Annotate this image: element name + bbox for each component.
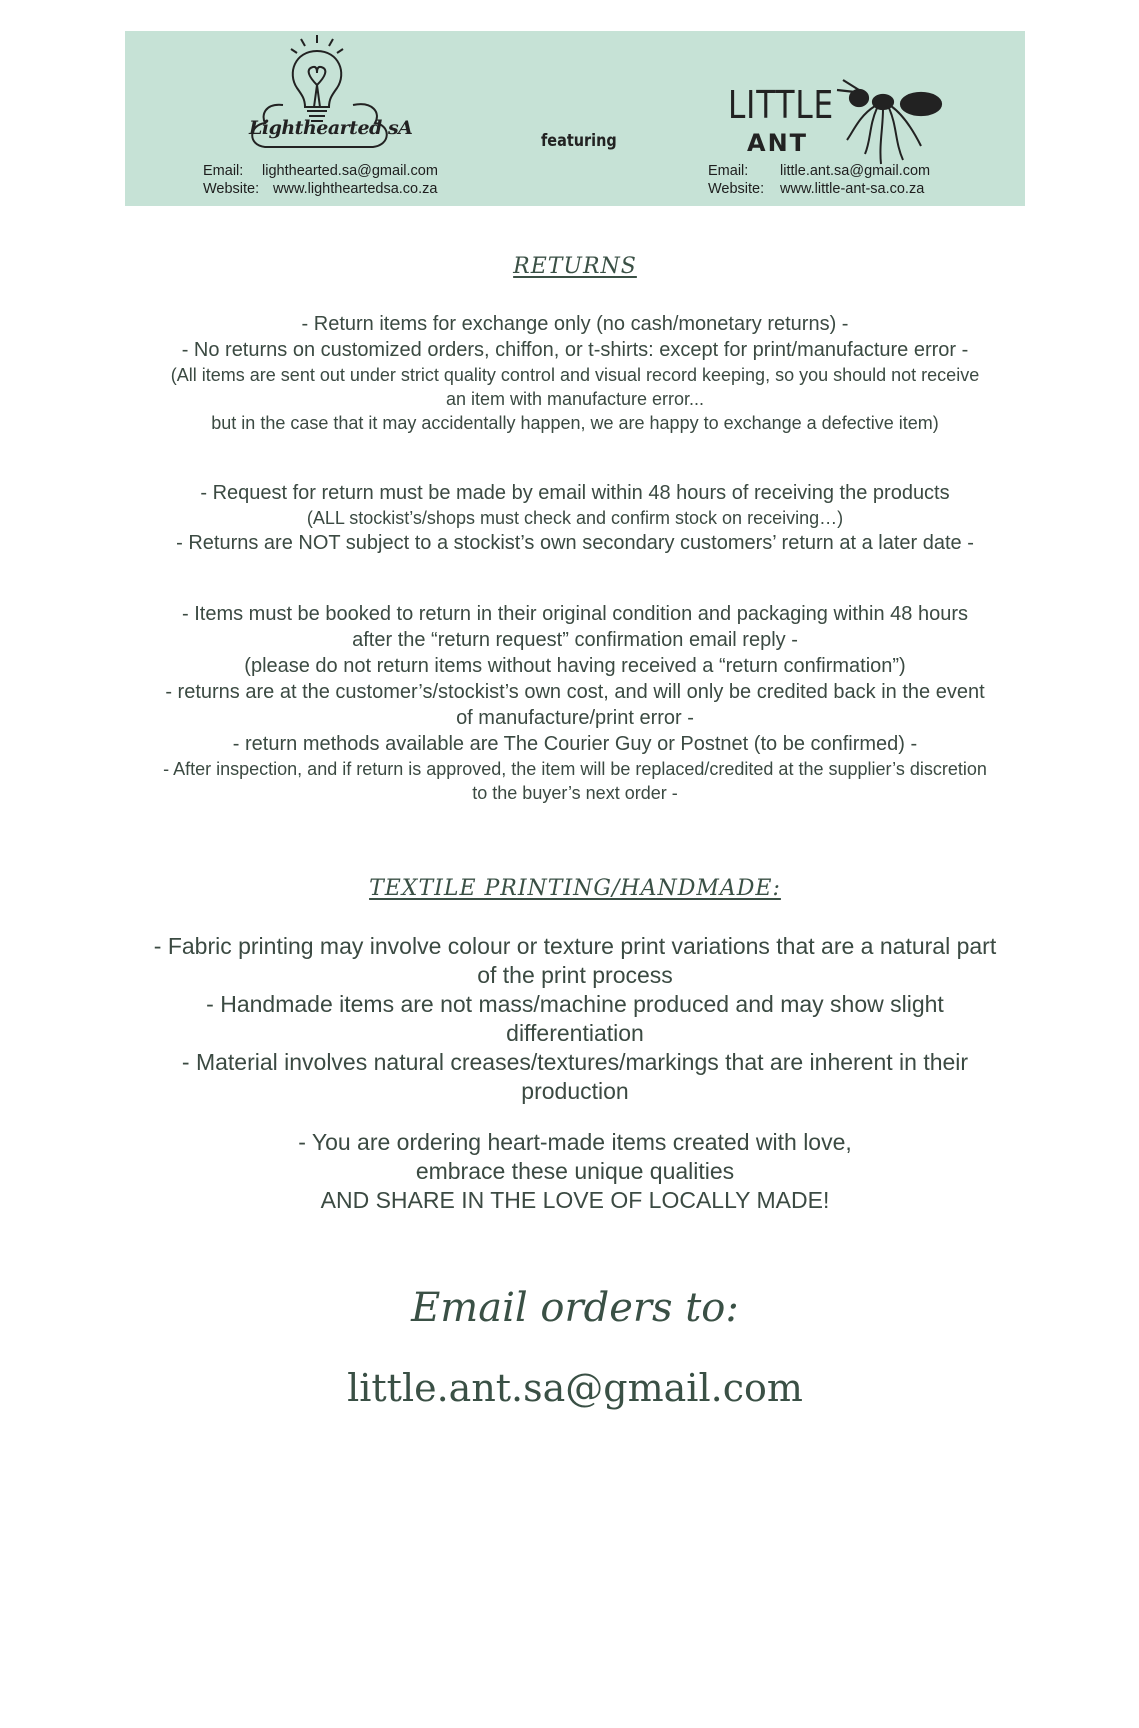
returns-line: (ALL stockist’s/shops must check and confirm stock on receiving…) (306, 508, 844, 528)
returns-line: - returns are at the customer’s/stockist’s own cost, and will only be credited back in the event (165, 681, 985, 703)
textile-line: - Handmade items are not mass/machine produced and may show slight (206, 991, 944, 1017)
little-ant-wordmark-top: LITTLE (728, 83, 835, 127)
header-banner (125, 31, 1025, 206)
lighthearted-wordmark: Lighthearted sA (249, 117, 413, 139)
lighthearted-email[interactable]: lighthearted.sa@gmail.com (262, 163, 438, 179)
website-label: Website: (203, 181, 260, 197)
returns-line: - return methods available are The Courier Guy or Postnet (to be confirmed) - (232, 733, 918, 755)
closing-line: - You are ordering heart-made items created with love, (298, 1129, 852, 1155)
returns-policy-block-2 (125, 480, 1025, 556)
email-label: Email: (708, 163, 749, 179)
little-ant-website[interactable]: www.little-ant-sa.co.za (780, 181, 925, 197)
returns-line: - Returns are NOT subject to a stockist’s own secondary customers’ return at a later date - (176, 532, 974, 554)
returns-line: - Return items for exchange only (no cash/monetary returns) - (301, 313, 849, 335)
closing-message (125, 1128, 1025, 1215)
returns-line: after the “return request” confirmation email reply - (352, 629, 798, 651)
little-ant-wordmark-bottom: ANT (747, 129, 809, 157)
returns-line: - Items must be booked to return in their original condition and packaging within 48 hours (181, 603, 968, 625)
website-label: Website: (708, 181, 765, 197)
email-orders-label: Email orders to: (411, 1285, 739, 1331)
email-label: Email: (203, 163, 244, 179)
textile-line: - Fabric printing may involve colour or texture print variations that are a natural part (153, 933, 997, 959)
textile-line: production (521, 1078, 629, 1104)
orders-email-address[interactable]: little.ant.sa@gmail.com (347, 1366, 803, 1410)
returns-line: - Request for return must be made by email within 48 hours of receiving the products (200, 482, 950, 504)
returns-policy-block-1 (125, 311, 1025, 435)
returns-line: to the buyer’s next order - (472, 783, 678, 803)
closing-line: embrace these unique qualities (415, 1158, 735, 1184)
returns-line: (please do not return items without having received a “return confirmation”) (244, 655, 906, 677)
lighthearted-contact (203, 162, 438, 198)
returns-line: of manufacture/print error - (456, 707, 694, 729)
little-ant-contact (708, 162, 930, 198)
textile-line: of the print process (477, 962, 673, 988)
little-ant-email[interactable]: little.ant.sa@gmail.com (780, 163, 931, 179)
lighthearted-website[interactable]: www.lightheartedsa.co.za (273, 181, 438, 197)
textile-policy-block (125, 932, 1025, 1106)
returns-line: - After inspection, and if return is approved, the item will be replaced/credited at the supplier’s discretion (163, 759, 987, 779)
returns-policy-block-3 (125, 601, 1025, 805)
returns-line: - No returns on customized orders, chiffon, or t-shirts: except for print/manufacture error - (181, 339, 969, 361)
textile-line: differentiation (506, 1020, 644, 1046)
textile-line: - Material involves natural creases/textures/markings that are inherent in their (181, 1049, 969, 1075)
returns-heading: RETURNS (513, 254, 637, 279)
returns-line: (All items are sent out under strict quality control and visual record keeping, so you should not receive (170, 365, 980, 385)
textile-heading: TEXTILE PRINTING/HANDMADE: (369, 876, 781, 901)
returns-line: an item with manufacture error... (445, 389, 705, 409)
closing-line: AND SHARE IN THE LOVE OF LOCALLY MADE! (320, 1187, 830, 1213)
returns-line: but in the case that it may accidentally happen, we are happy to exchange a defective item) (211, 413, 939, 433)
featuring-label: featuring (541, 131, 617, 151)
